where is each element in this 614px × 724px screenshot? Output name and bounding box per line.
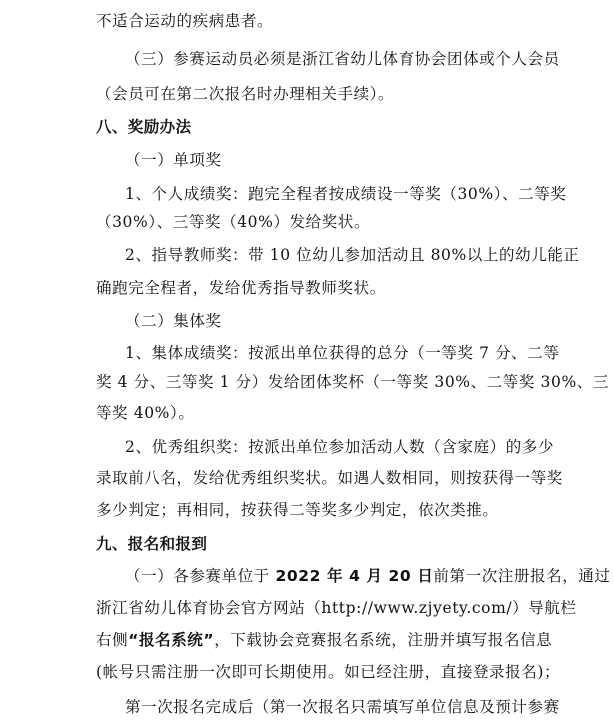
- paragraph-line: 等奖 40%）。: [96, 404, 195, 422]
- line-text: 前第一次注册报名，通过: [433, 567, 611, 585]
- paragraph-line: (帐号只需注册一次即可长期使用。如已经注册，直接登录报名)；: [96, 663, 561, 681]
- subsection-heading: （二）集体奖: [125, 312, 222, 330]
- paragraph-line: 1、个人成绩奖：跑完全程者按成绩设一等奖（30%）、二等奖: [125, 185, 567, 203]
- deadline-date: 2022 年 4 月 20 日: [275, 567, 434, 585]
- paragraph-line: 奖 4 分、三等奖 1 分）发给团体奖杯（一等奖 30%、二等奖 30%、三: [96, 373, 609, 391]
- paragraph-line: [96, 630, 552, 650]
- paragraph-line: 多少判定；再相同，按获得二等奖多少判定，依次类推。: [96, 501, 499, 519]
- line-text: ，下载协会竞赛报名系统，注册并填写报名信息: [214, 631, 553, 649]
- paragraph-line: 确跑完全程者，发给优秀指导教师奖状。: [96, 279, 386, 297]
- paragraph-line: （30%）、三等奖（40%）发给奖状。: [96, 213, 371, 231]
- paragraph-line: 录取前八名，发给优秀组织奖状。如遇人数相同，则按获得一等奖: [96, 469, 563, 487]
- paragraph-line: [125, 566, 611, 586]
- paragraph-line: 2、优秀组织奖：按派出单位参加活动人数（含家庭）的多少: [125, 438, 555, 456]
- paragraph-line: 第一次报名完成后（第一次报名只需填写单位信息及预计参赛: [125, 698, 560, 716]
- section-heading-awards: 八、奖励办法: [96, 118, 192, 136]
- paragraph-line: （三）参赛运动员必须是浙江省幼儿体育协会团体或个人会员: [125, 50, 560, 68]
- subsection-heading: （一）单项奖: [125, 151, 222, 169]
- paragraph-line: 不适合运动的疾病患者。: [96, 12, 274, 30]
- line-text: （一）各参赛单位于: [125, 567, 276, 585]
- paragraph-line: 1、集体成绩奖：按派出单位获得的总分（一等奖 7 分、二等: [125, 344, 560, 362]
- registration-system-term: “报名系统”: [128, 631, 215, 649]
- paragraph-line: （会员可在第二次报名时办理相关手续）。: [96, 85, 395, 103]
- section-heading-registration: 九、报名和报到: [96, 535, 208, 553]
- line-text: 右侧: [96, 631, 129, 649]
- paragraph-line: 2、指导教师奖：带 10 位幼儿参加活动且 80%以上的幼儿能正: [125, 246, 580, 264]
- paragraph-line: 浙江省幼儿体育协会官方网站（http://www.zjyety.com/）导航栏: [96, 599, 577, 617]
